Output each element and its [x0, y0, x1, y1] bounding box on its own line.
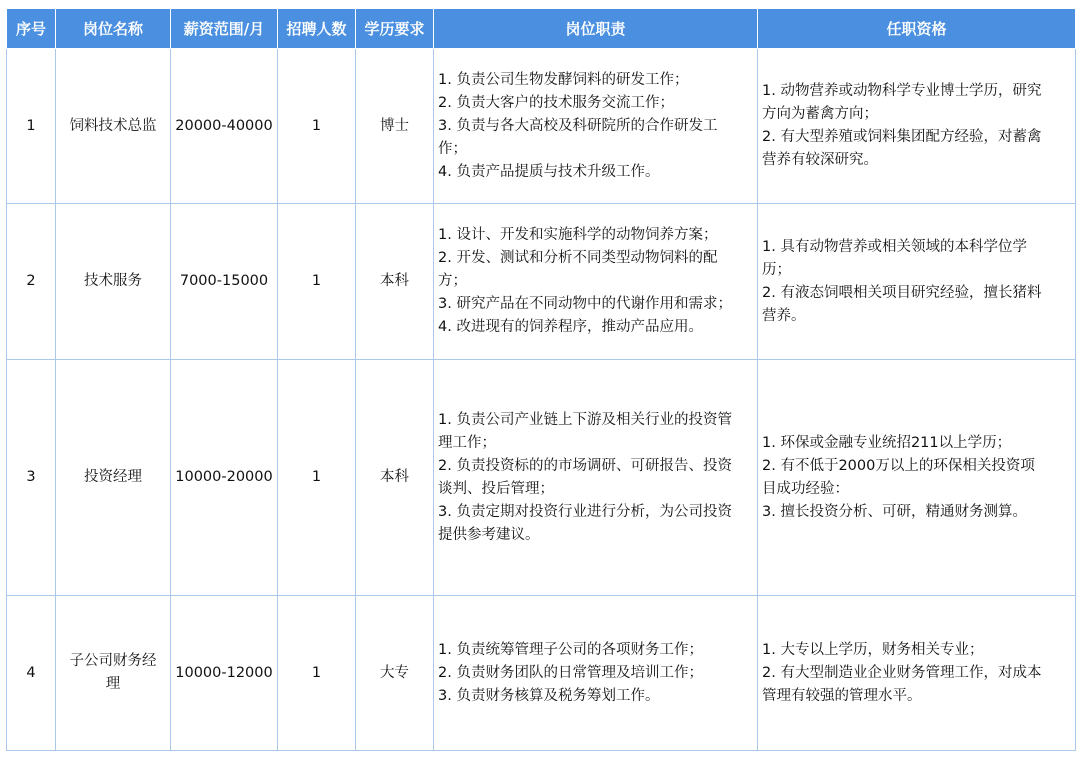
qual-line: 1. 具有动物营养或相关领域的本科学位学 — [762, 238, 1027, 255]
duty-line: 作； — [438, 140, 467, 157]
header-education: 学历要求 — [356, 9, 434, 49]
duty-line: 1. 设计、开发和实施科学的动物饲养方案； — [438, 227, 718, 243]
qual-line: 1. 大专以上学历，财务相关专业； — [762, 641, 984, 658]
duty-line: 理工作； — [438, 434, 496, 451]
header-count: 招聘人数 — [278, 9, 356, 49]
recruitment-table-wrapper — [6, 8, 1076, 751]
cell-count: 1 — [278, 49, 356, 204]
qual-line: 2. 有大型养殖或饲料集团配方经验，对蓄禽 — [762, 129, 1042, 145]
qual-line: 3. 擅长投资分析、可研，精通财务测算。 — [762, 503, 1027, 520]
cell-title: 饲料技术总监 — [56, 49, 171, 204]
cell-no: 2 — [7, 204, 56, 360]
cell-salary: 10000-20000 — [171, 360, 278, 596]
table-header-row — [7, 9, 1076, 49]
cell-qualifications — [758, 49, 1076, 204]
duty-line: 2. 负责财务团队的日常管理及培训工作； — [438, 664, 703, 681]
cell-education: 大专 — [356, 596, 434, 751]
qual-line: 1. 环保或金融专业统招211以上学历； — [762, 434, 1012, 451]
table-row — [7, 49, 1076, 204]
cell-title: 技术服务 — [56, 204, 171, 360]
qual-line: 1. 动物营养或动物科学专业博士学历，研究 — [762, 83, 1042, 99]
header-qualifications: 任职资格 — [758, 9, 1076, 49]
duty-line: 4. 负责产品提质与技术升级工作。 — [438, 163, 660, 180]
qual-line: 方向为蓄禽方向； — [762, 106, 878, 122]
cell-qualifications — [758, 596, 1076, 751]
title-line: 理 — [105, 676, 121, 692]
duty-line: 2. 负责投资标的的市场调研、可研报告、投资 — [438, 457, 732, 474]
header-title: 岗位名称 — [56, 9, 171, 49]
duty-line: 谈判、投后管理； — [438, 480, 554, 497]
qual-line: 2. 有液态饲喂相关项目研究经验，擅长猪料 — [762, 284, 1042, 301]
cell-duties — [434, 49, 758, 204]
title-line: 子公司财务经 — [69, 653, 157, 669]
recruitment-table — [6, 8, 1076, 751]
duty-line: 3. 负责财务核算及税务筹划工作。 — [438, 687, 660, 704]
duty-line: 1. 负责公司生物发酵饲料的研发工作； — [438, 71, 689, 88]
table-row — [7, 360, 1076, 596]
qual-line: 2. 有大型制造业企业财务管理工作，对成本 — [762, 664, 1042, 681]
table-row — [7, 596, 1076, 751]
cell-education: 博士 — [356, 49, 434, 204]
duty-line: 提供参考建议。 — [438, 526, 540, 543]
cell-title — [56, 596, 171, 751]
duty-line: 3. 负责与各大高校及科研院所的合作研发工 — [438, 117, 718, 134]
cell-education: 本科 — [356, 204, 434, 360]
duty-line: 4. 改进现有的饲养程序，推动产品应用。 — [438, 319, 703, 335]
cell-qualifications — [758, 204, 1076, 360]
duty-line: 1. 负责统筹管理子公司的各项财务工作； — [438, 641, 703, 658]
cell-duties — [434, 360, 758, 596]
header-no: 序号 — [7, 9, 56, 49]
qual-line: 2. 有不低于2000万以上的环保相关投资项 — [762, 457, 1035, 474]
cell-salary: 20000-40000 — [171, 49, 278, 204]
qual-line: 营养有较深研究。 — [762, 152, 878, 168]
cell-salary: 7000-15000 — [171, 204, 278, 360]
table-row — [7, 204, 1076, 360]
header-salary: 薪资范围/月 — [171, 9, 278, 49]
cell-education: 本科 — [356, 360, 434, 596]
cell-no: 4 — [7, 596, 56, 751]
duty-line: 方； — [438, 273, 467, 289]
cell-count: 1 — [278, 204, 356, 360]
duty-line: 2. 开发、测试和分析不同类型动物饲料的配 — [438, 250, 718, 266]
cell-salary: 10000-12000 — [171, 596, 278, 751]
qual-line: 营养。 — [762, 307, 806, 324]
cell-count: 1 — [278, 360, 356, 596]
cell-no: 3 — [7, 360, 56, 596]
cell-title: 投资经理 — [56, 360, 171, 596]
cell-count: 1 — [278, 596, 356, 751]
duty-line: 3. 负责定期对投资行业进行分析，为公司投资 — [438, 503, 732, 520]
qual-line: 管理有较强的管理水平。 — [762, 687, 922, 704]
duty-line: 2. 负责大客户的技术服务交流工作； — [438, 94, 674, 111]
cell-duties — [434, 596, 758, 751]
qual-line: 目成功经验： — [762, 480, 849, 497]
cell-no: 1 — [7, 49, 56, 204]
cell-duties — [434, 204, 758, 360]
duty-line: 3. 研究产品在不同动物中的代谢作用和需求； — [438, 296, 732, 312]
duty-line: 1. 负责公司产业链上下游及相关行业的投资管 — [438, 411, 732, 428]
qual-line: 历； — [762, 261, 791, 278]
cell-qualifications — [758, 360, 1076, 596]
header-duties: 岗位职责 — [434, 9, 758, 49]
